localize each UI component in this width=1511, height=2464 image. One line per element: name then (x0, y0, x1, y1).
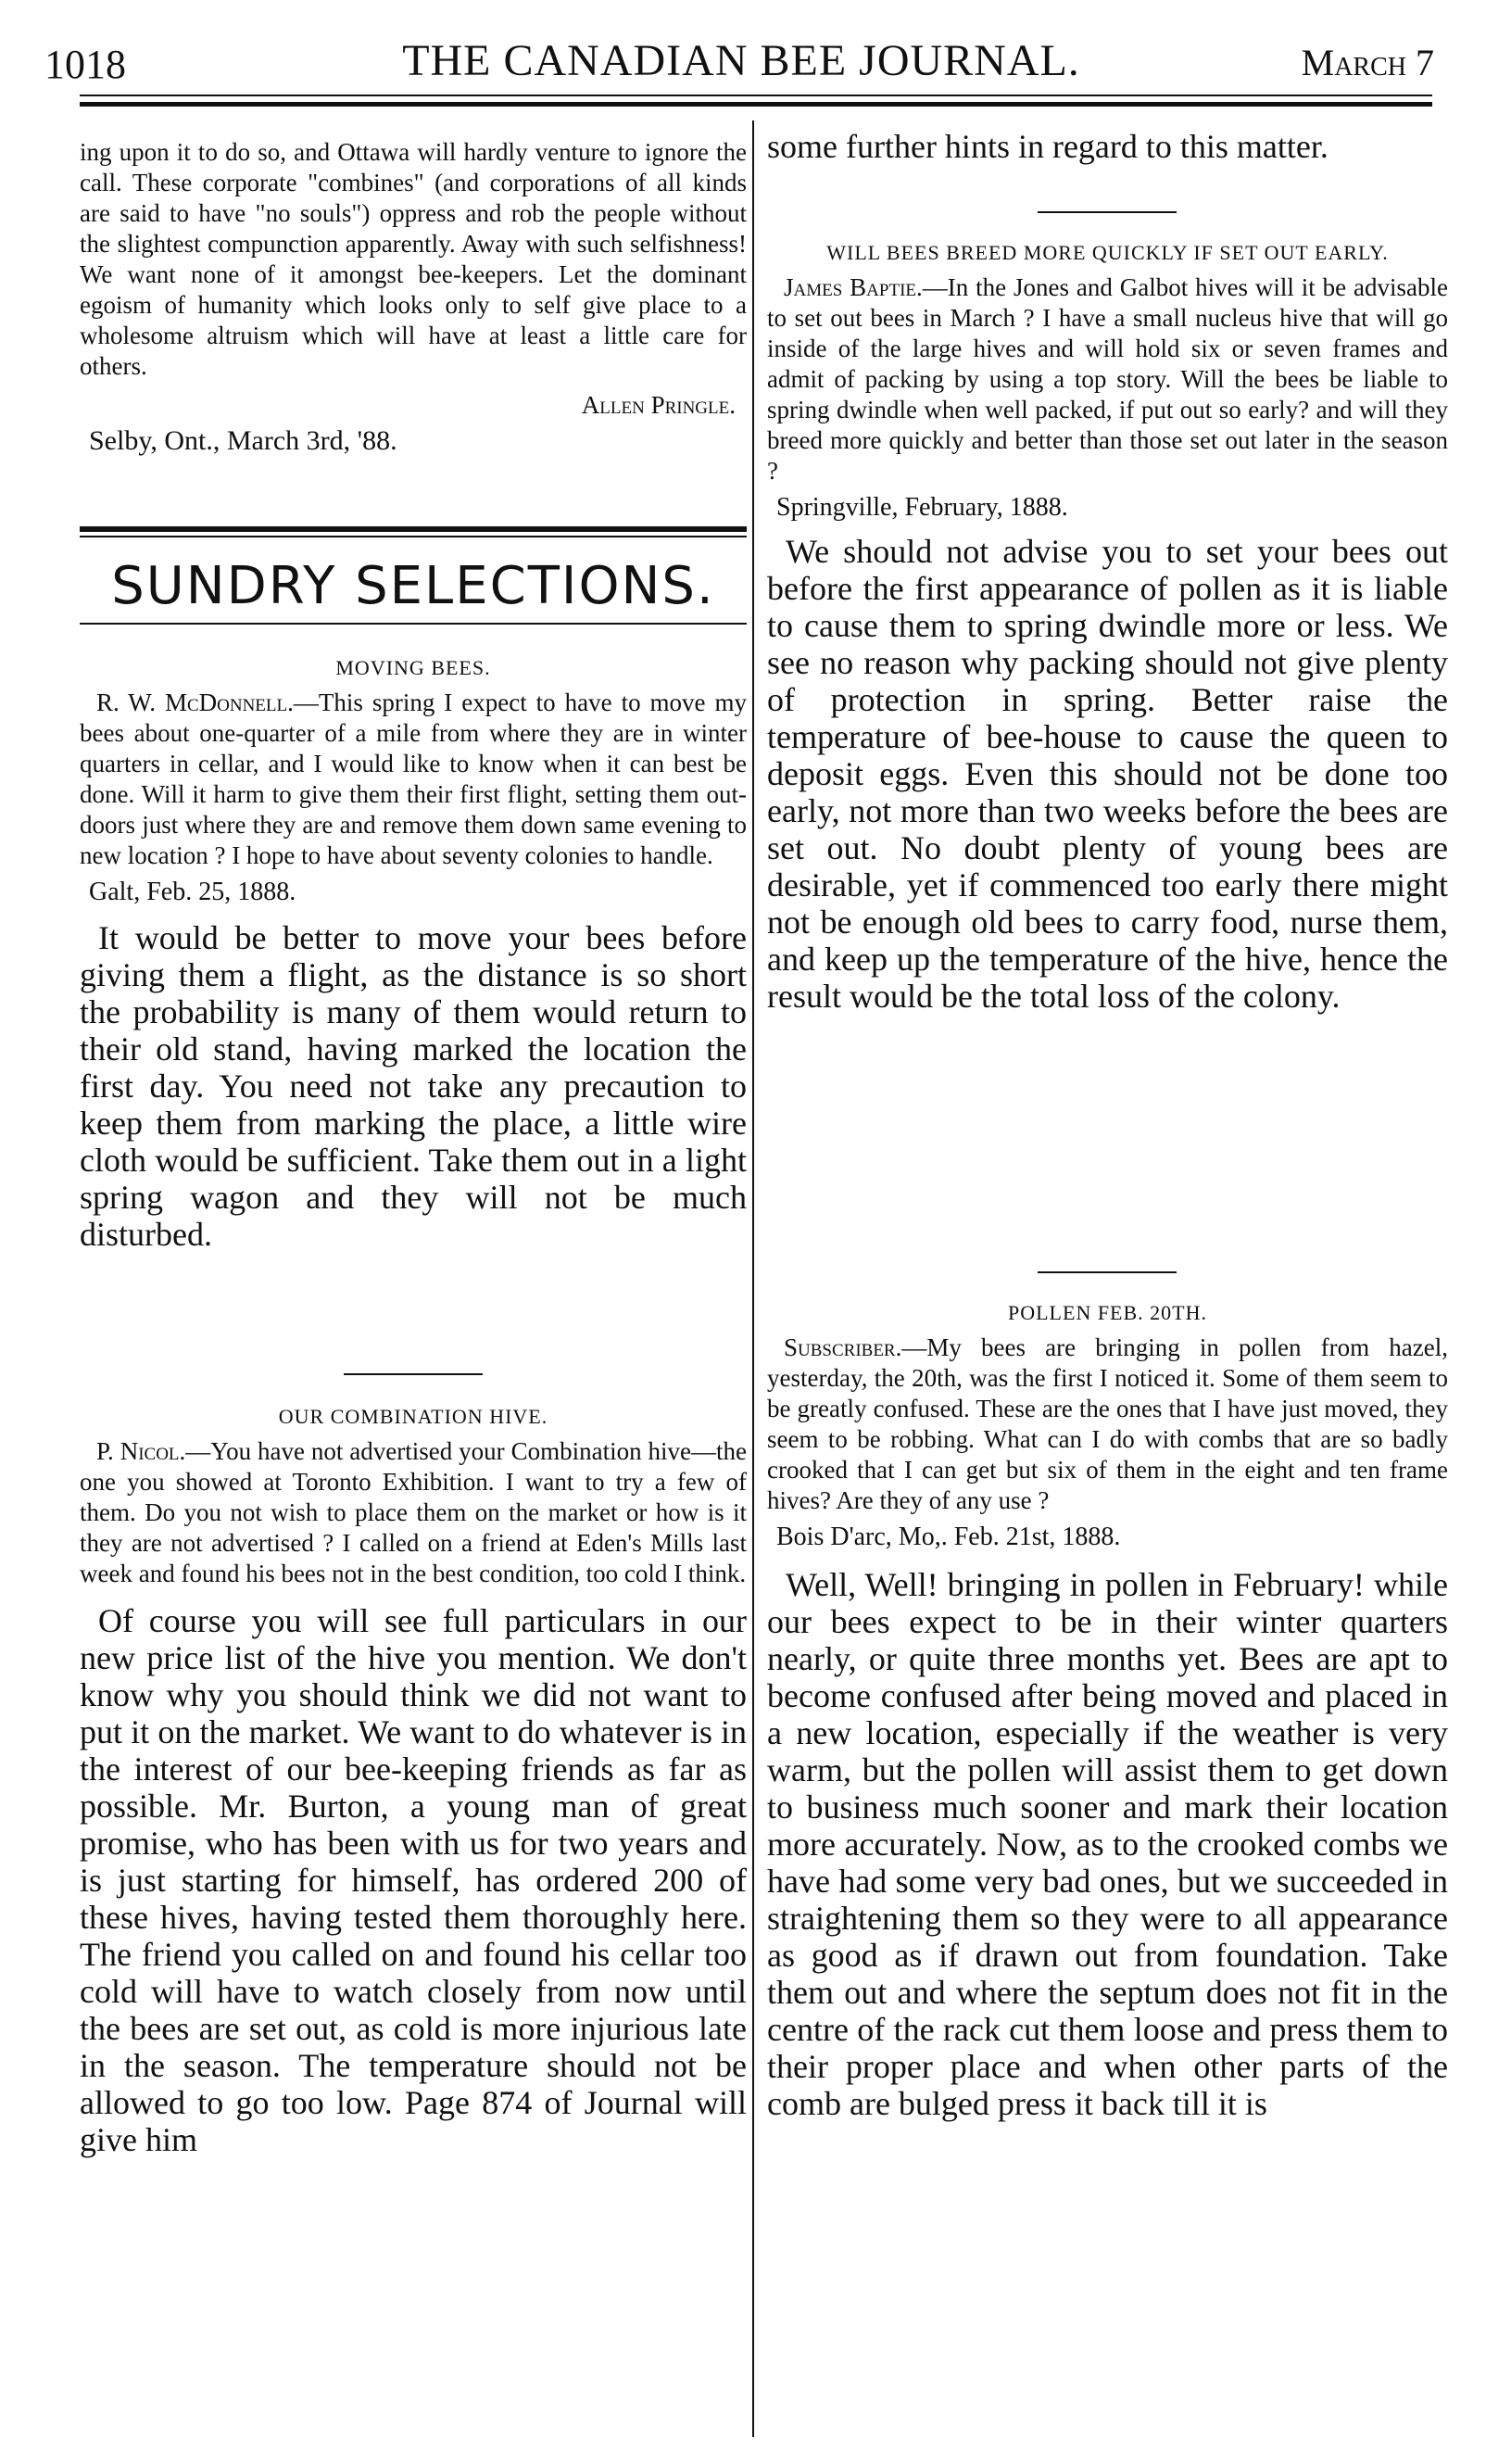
letter-paragraph (767, 272, 1448, 486)
letter-author: P. Nicol. (96, 1437, 186, 1465)
header-rule-thin (80, 95, 1432, 96)
editor-reply: Of course you will see full particulars in our new price list of the hive you mention. We don't know why you should think we did not want to put it on the market. We want to do whatever is in the interest of our bee-keeping friends as far as possible. Mr. Burton, a young man of great promise, who has been with us for two years and is just starting for himself, has ordered 200 of these hives, having tested them thoroughly here. The friend you called on and found his cellar too cold will have to watch closely from now until the bees are set out, as cold is more injurious late in the season. The temperature should not be allowed to go too low. Page 874 of Journal will give him (80, 1602, 747, 2158)
letter-dateline: Galt, Feb. 25, 1888. (89, 878, 296, 906)
page-number: 1018 (44, 42, 126, 87)
article-pollen (767, 1299, 1448, 2122)
letter-paragraph (80, 688, 747, 871)
continued-paragraph: some further hints in regard to this matter. (767, 128, 1328, 165)
article-heading: OUR COMBINATION HIVE. (278, 1405, 548, 1428)
header-rule-thick (80, 102, 1432, 107)
issue-date: March 7 (1301, 42, 1434, 83)
letter-author: James Baptie. (784, 273, 923, 301)
article-heading: WILL BEES BREED MORE QUICKLY IF SET OUT EARLY. (826, 241, 1389, 264)
section-rule (80, 526, 747, 537)
editor-reply: Well, Well! bringing in pollen in February! while our bees expect to be in their winter quarters nearly, or quite three months yet. Bees are apt to become confused after being moved and placed in a new location, especially if the weather is very warm, but the pollen will assist them to get down to business much sooner and mark their location more accurately. Now, as to the crooked combs we have had some very bad ones, but we succeeded in straightening them so they were to all appearance as good as if drawn out from foundation. Take them out and where the septum does not fit in the centre of the rack cut them loose and press them to their proper place and when other parts of the comb are bulged press it back till it is (767, 1566, 1448, 2122)
letter-dateline: Bois D'arc, Mo,. Feb. 21st, 1888. (776, 1523, 1121, 1551)
letter-text: —You have not advertised your Combination hive—the one you showed at Toronto Exhibition. I want to try a few of them. Do you not wish to place them on the market or how is it they are not advertised ? I called on a friend at Eden's Mills last week and found his bees not in the best condition, too cold I think. (80, 1437, 747, 1587)
article-divider (1038, 211, 1177, 213)
section-title: SUNDRY SELECTIONS. (111, 556, 715, 616)
letter-dateline: Springville, February, 1888. (776, 493, 1068, 522)
article-combination-hive (80, 1403, 747, 2158)
letter-paragraph (80, 1436, 747, 1589)
column-divider (752, 120, 754, 2437)
section-title-rule (80, 623, 747, 625)
dateline: Selby, Ont., March 3rd, '88. (89, 425, 397, 456)
journal-title: THE CANADIAN BEE JOURNAL. (402, 36, 1080, 85)
article-moving-bees (80, 654, 747, 1253)
article-divider (1038, 1271, 1177, 1273)
letter-text: —My bees are bringing in pollen from hazel, yesterday, the 20th, was the first I noticed it. Some of them seem to be greatly confused. These are the ones that I have just moved, they seem to be robbing. What can I do with combs that are so badly crooked that I can get but six of them in the eight and ten frame hives? Are they of any use ? (767, 1333, 1448, 1514)
signature: Allen Pringle. (581, 391, 736, 419)
article-divider (344, 1373, 483, 1375)
article-bees-breed (767, 239, 1448, 1015)
letter-author: R. W. McDonnell. (96, 689, 294, 716)
article-heading: MOVING BEES. (335, 656, 491, 679)
letter-paragraph (767, 1333, 1448, 1516)
continued-paragraph: ing upon it to do so, and Ottawa will hardly venture to ignore the call. These corporate "combines" (and corporations of all kinds are said to have "no souls") oppress and rob the people without the slightest compunction apparently. Away with such selfishness! We want none of it amongst bee-keepers. Let the dominant egoism of humanity which looks only to self give place to a wholesome altruism which will have at least a little care for others. (80, 138, 747, 380)
letter-text: —This spring I expect to have to move my bees about one-quarter of a mile from where they are in winter quarters in cellar, and I would like to know when it can best be done. Will it harm to give them their first flight, setting them out-doors just where they are and remove them down same evening to new location ? I hope to have about seventy colonies to handle. (80, 689, 748, 869)
letter-text: —In the Jones and Galbot hives will it be advisable to set out bees in March ? I have a small nucleus hive that will go inside of the large hives and will hold six or seven frames and admit of packing by using a top story. Will the bees be liable to spring dwindle when well packed, if put out so early? and will they breed more quickly and better than those set out later in the season ? (767, 273, 1449, 485)
editor-reply: It would be better to move your bees before giving them a flight, as the distance is so short the probability is many of them would return to their old stand, having marked the location the first day. You need not take any precaution to keep them from marking the place, a little wire cloth would be sufficient. Take them out in a light spring wagon and they will not be much disturbed. (80, 919, 747, 1253)
continued-reply (767, 128, 1448, 165)
editor-reply: We should not advise you to set your bees out before the first appearance of pollen as it is liable to cause them to spring dwindle more or less. We see no reason why packing should not give plenty of protection in spring. Better raise the temperature of bee-house to cause the queen to deposit eggs. Even this should not be done too early, not more than two weeks before the bees are set out. No doubt plenty of young bees are desirable, yet if commenced too early there might not be enough old bees to carry food, nurse them, and keep up the temperature of the hive, hence the result would be the total loss of the colony. (767, 533, 1448, 1015)
letter-author: Subscriber. (784, 1333, 902, 1361)
continued-article (80, 137, 747, 457)
page-header (37, 33, 1445, 89)
article-heading: POLLEN FEB. 20TH. (1008, 1301, 1207, 1324)
